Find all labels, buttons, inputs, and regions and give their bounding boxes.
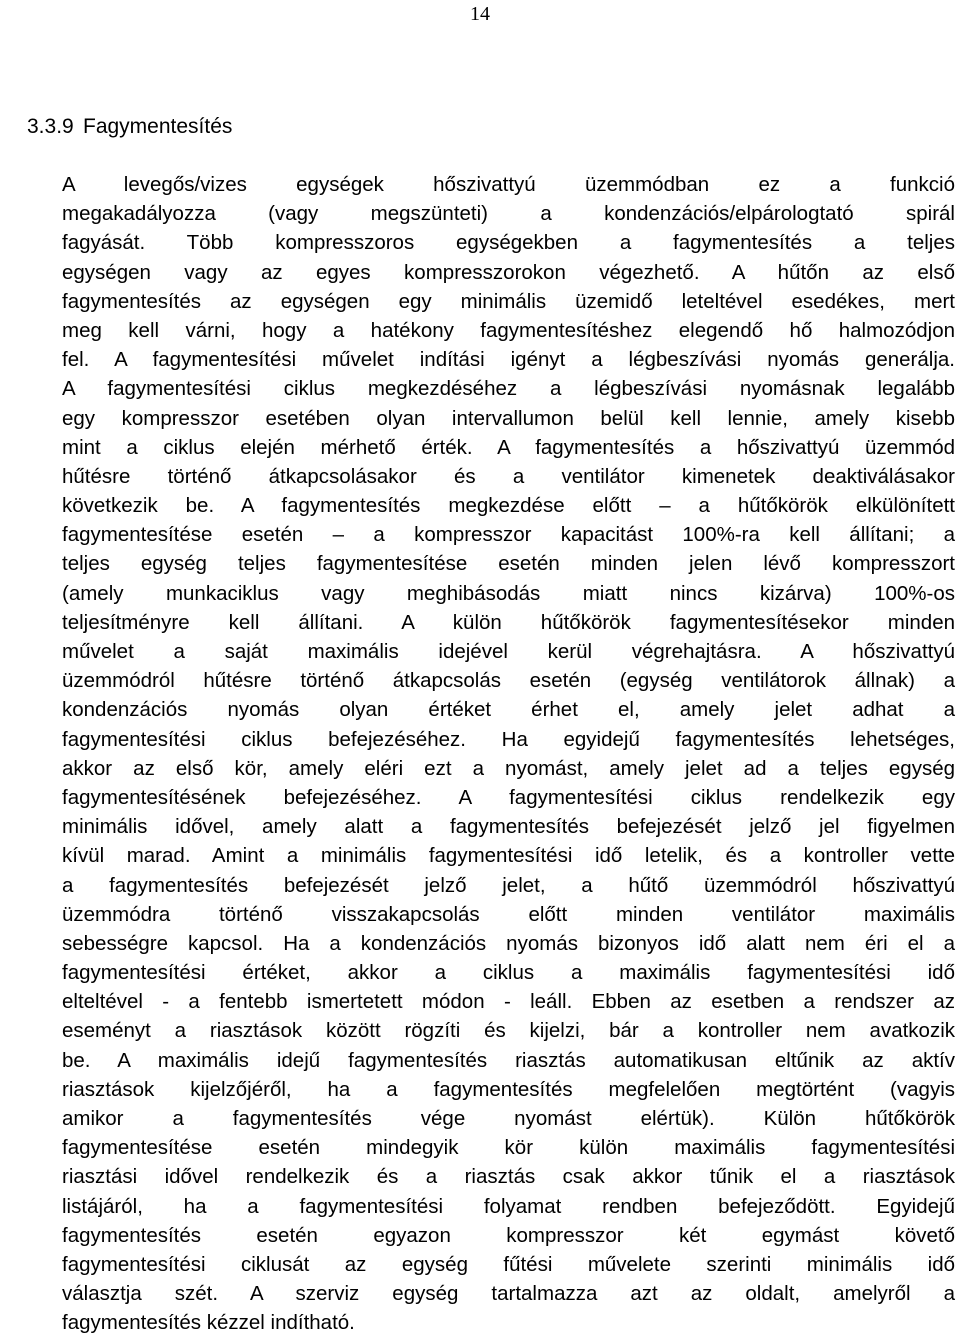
paragraph-line: megakadályozza (vagy megszünteti) a kondenzációs/elpárologtató spirál (62, 202, 955, 226)
paragraph-line: fagymentesítés kézzel indítható. (62, 1311, 355, 1335)
paragraph-line: a fagymentesítés befejezését jelző jelet, a hűtő üzemmódról hőszivattyú (62, 873, 955, 897)
paragraph-line: be. A maximális idejű fagymentesítés riasztás automatikusan eltűnik az aktív (62, 1048, 955, 1072)
paragraph-line: üzemmódról hűtésre történő átkapcsolás esetén (egység ventilátorok állnak) a (62, 669, 955, 693)
paragraph-line: kondenzációs nyomás olyan értéket érhet el, amely jelet adhat a (62, 698, 955, 722)
paragraph-line: egységen vagy az egyes kompresszorokon végezhető. A hűtőn az első (62, 260, 955, 284)
paragraph-line: fagymentesítésének befejezéséhez. A fagymentesítési ciklus rendelkezik egy (62, 785, 955, 809)
paragraph-line: következik be. A fagymentesítés megkezdése előtt – a hűtőkörök elkülönített (62, 494, 955, 518)
paragraph-line: fagymentesítés esetén egyazon kompresszor két egymást követő (62, 1223, 955, 1247)
paragraph-line: riasztások kijelzőjéről, ha a fagymentesítés megfelelően megtörtént (vagyis (62, 1077, 955, 1101)
paragraph-line: hűtésre történő átkapcsolásakor és a ventilátor kimenetek deaktiválásakor (62, 464, 955, 488)
paragraph-line: meg kell várni, hogy a hatékony fagymentesítéshez elegendő hő halmozódjon (62, 318, 955, 342)
paragraph-line: fel. A fagymentesítési művelet indítási igényt a légbeszívási nyomás generálja. (62, 348, 955, 372)
paragraph-line: teljes egység teljes fagymentesítése esetén minden jelen lévő kompresszort (62, 552, 955, 576)
paragraph-line: A levegős/vizes egységek hőszivattyú üzemmódban ez a funkció (62, 173, 955, 196)
paragraph-line: fagymentesítés az egységen egy minimális üzemidő leteltével esedékes, mert (62, 289, 955, 313)
paragraph-line: A fagymentesítési ciklus megkezdéséhez a légbeszívási nyomásnak legalább (62, 377, 955, 401)
section-heading (27, 115, 232, 139)
section-number: 3.3.9 (27, 115, 74, 138)
paragraph-line: teljesítményre kell állítani. A külön hűtőkörök fagymentesítésekor minden (62, 610, 955, 634)
paragraph-line: művelet a saját maximális idejével kerül végrehajtásra. A hőszivattyú (62, 640, 955, 663)
paragraph-line: eseményt a riasztások között rögzíti és kijelzi, bár a kontroller nem avatkozik (62, 1019, 955, 1043)
paragraph-line: (amely munkaciklus vagy meghibásodás miatt nincs kizárva) 100%-os (62, 581, 955, 605)
paragraph-line: fagyását. Több kompresszoros egységekben a fagymentesítés a teljes (62, 231, 955, 255)
paragraph-line: riasztási idővel rendelkezik és a riasztás csak akkor tűnik el a riasztások (62, 1165, 955, 1189)
paragraph-line: fagymentesítési ciklusát az egység fűtési művelete szerinti minimális idő (62, 1252, 955, 1276)
paragraph-line: minimális idővel, amely alatt a fagymentesítés befejezését jelző jel figyelmen (62, 815, 955, 839)
paragraph-line: választja szét. A szerviz egység tartalmazza azt az oldalt, amelyről a (62, 1282, 955, 1306)
paragraph-line: egy kompresszor esetében olyan intervallumon belül kell lennie, amely kisebb (62, 406, 955, 430)
page-number: 14 (470, 3, 490, 25)
paragraph-line: fagymentesítési ciklus befejezéséhez. Ha egyidejű fagymentesítés lehetséges, (62, 727, 955, 751)
paragraph-line: fagymentesítési értéket, akkor a ciklus a maximális fagymentesítési idő (62, 961, 955, 985)
paragraph-line: elteltével - a fentebb ismertetett módon - leáll. Ebben az esetben a rendszer az (62, 990, 955, 1014)
paragraph-line: akkor az első kör, amely eléri ezt a nyomást, amely jelet ad a teljes egység (62, 756, 955, 780)
paragraph-line: kívül marad. Amint a minimális fagymentesítési idő letelik, és a kontroller vette (62, 844, 955, 868)
paragraph-line: mint a ciklus elején mérhető érték. A fagymentesítés a hőszivattyú üzemmód (62, 435, 955, 459)
paragraph-line: üzemmódra történő visszakapcsolás előtt minden ventilátor maximális (62, 902, 955, 926)
paragraph-line: fagymentesítése esetén mindegyik kör külön maximális fagymentesítési (62, 1136, 955, 1160)
paragraph-line: sebességre kapcsol. Ha a kondenzációs nyomás bizonyos idő alatt nem éri el a (62, 931, 955, 955)
paragraph-line: amikor a fagymentesítés vége nyomást elértük). Külön hűtőkörök (62, 1107, 955, 1130)
section-title: Fagymentesítés (83, 115, 233, 138)
paragraph-line: listájáról, ha a fagymentesítési folyamat rendben befejeződött. Egyidejű (62, 1194, 955, 1218)
body-paragraph (62, 170, 955, 1338)
paragraph-line: fagymentesítése esetén – a kompresszor kapacitást 100%-ra kell állítani; a (62, 523, 955, 547)
